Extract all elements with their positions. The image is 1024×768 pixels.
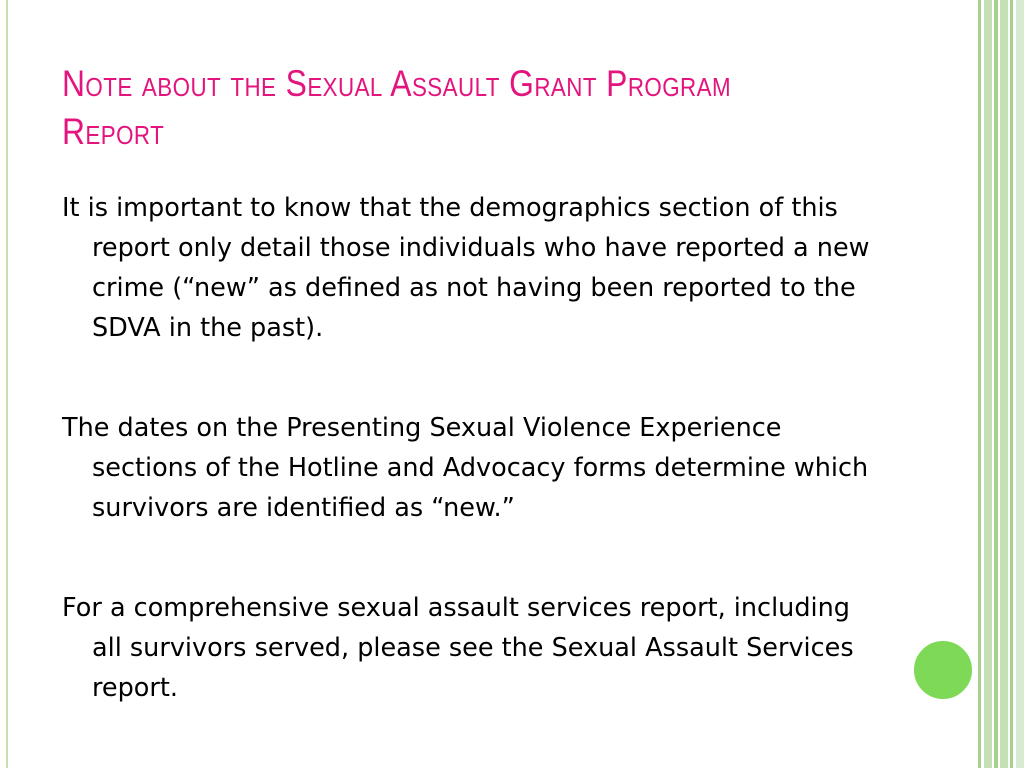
- decorative-stripe: [994, 0, 998, 768]
- decorative-stripe: [984, 0, 992, 768]
- body-paragraph-demographics: It is important to know that the demographics section of this report only detail those individuals who have reported a new crime (“new” as defined as not having been reported to the SDVA in the past).: [62, 193, 870, 343]
- decorative-stripe: [1000, 0, 1008, 768]
- decorative-stripe: [1016, 0, 1024, 768]
- decorative-stripe: [1010, 0, 1013, 768]
- decorative-stripe: [978, 0, 981, 768]
- body-paragraph-dates: The dates on the Presenting Sexual Violence Experience sections of the Hotline and Advocacy forms determine which survivors are identified as “new.”: [62, 413, 869, 523]
- body-paragraph-services-report: For a comprehensive sexual assault services report, including all survivors served, please see the Sexual Assault Services report.: [62, 593, 854, 703]
- slide-title: Note about the Sexual Assault Grant Program Report: [62, 63, 732, 152]
- slide-body: [62, 188, 882, 708]
- left-border-line: [6, 0, 8, 768]
- decorative-circle-icon: [912, 639, 974, 701]
